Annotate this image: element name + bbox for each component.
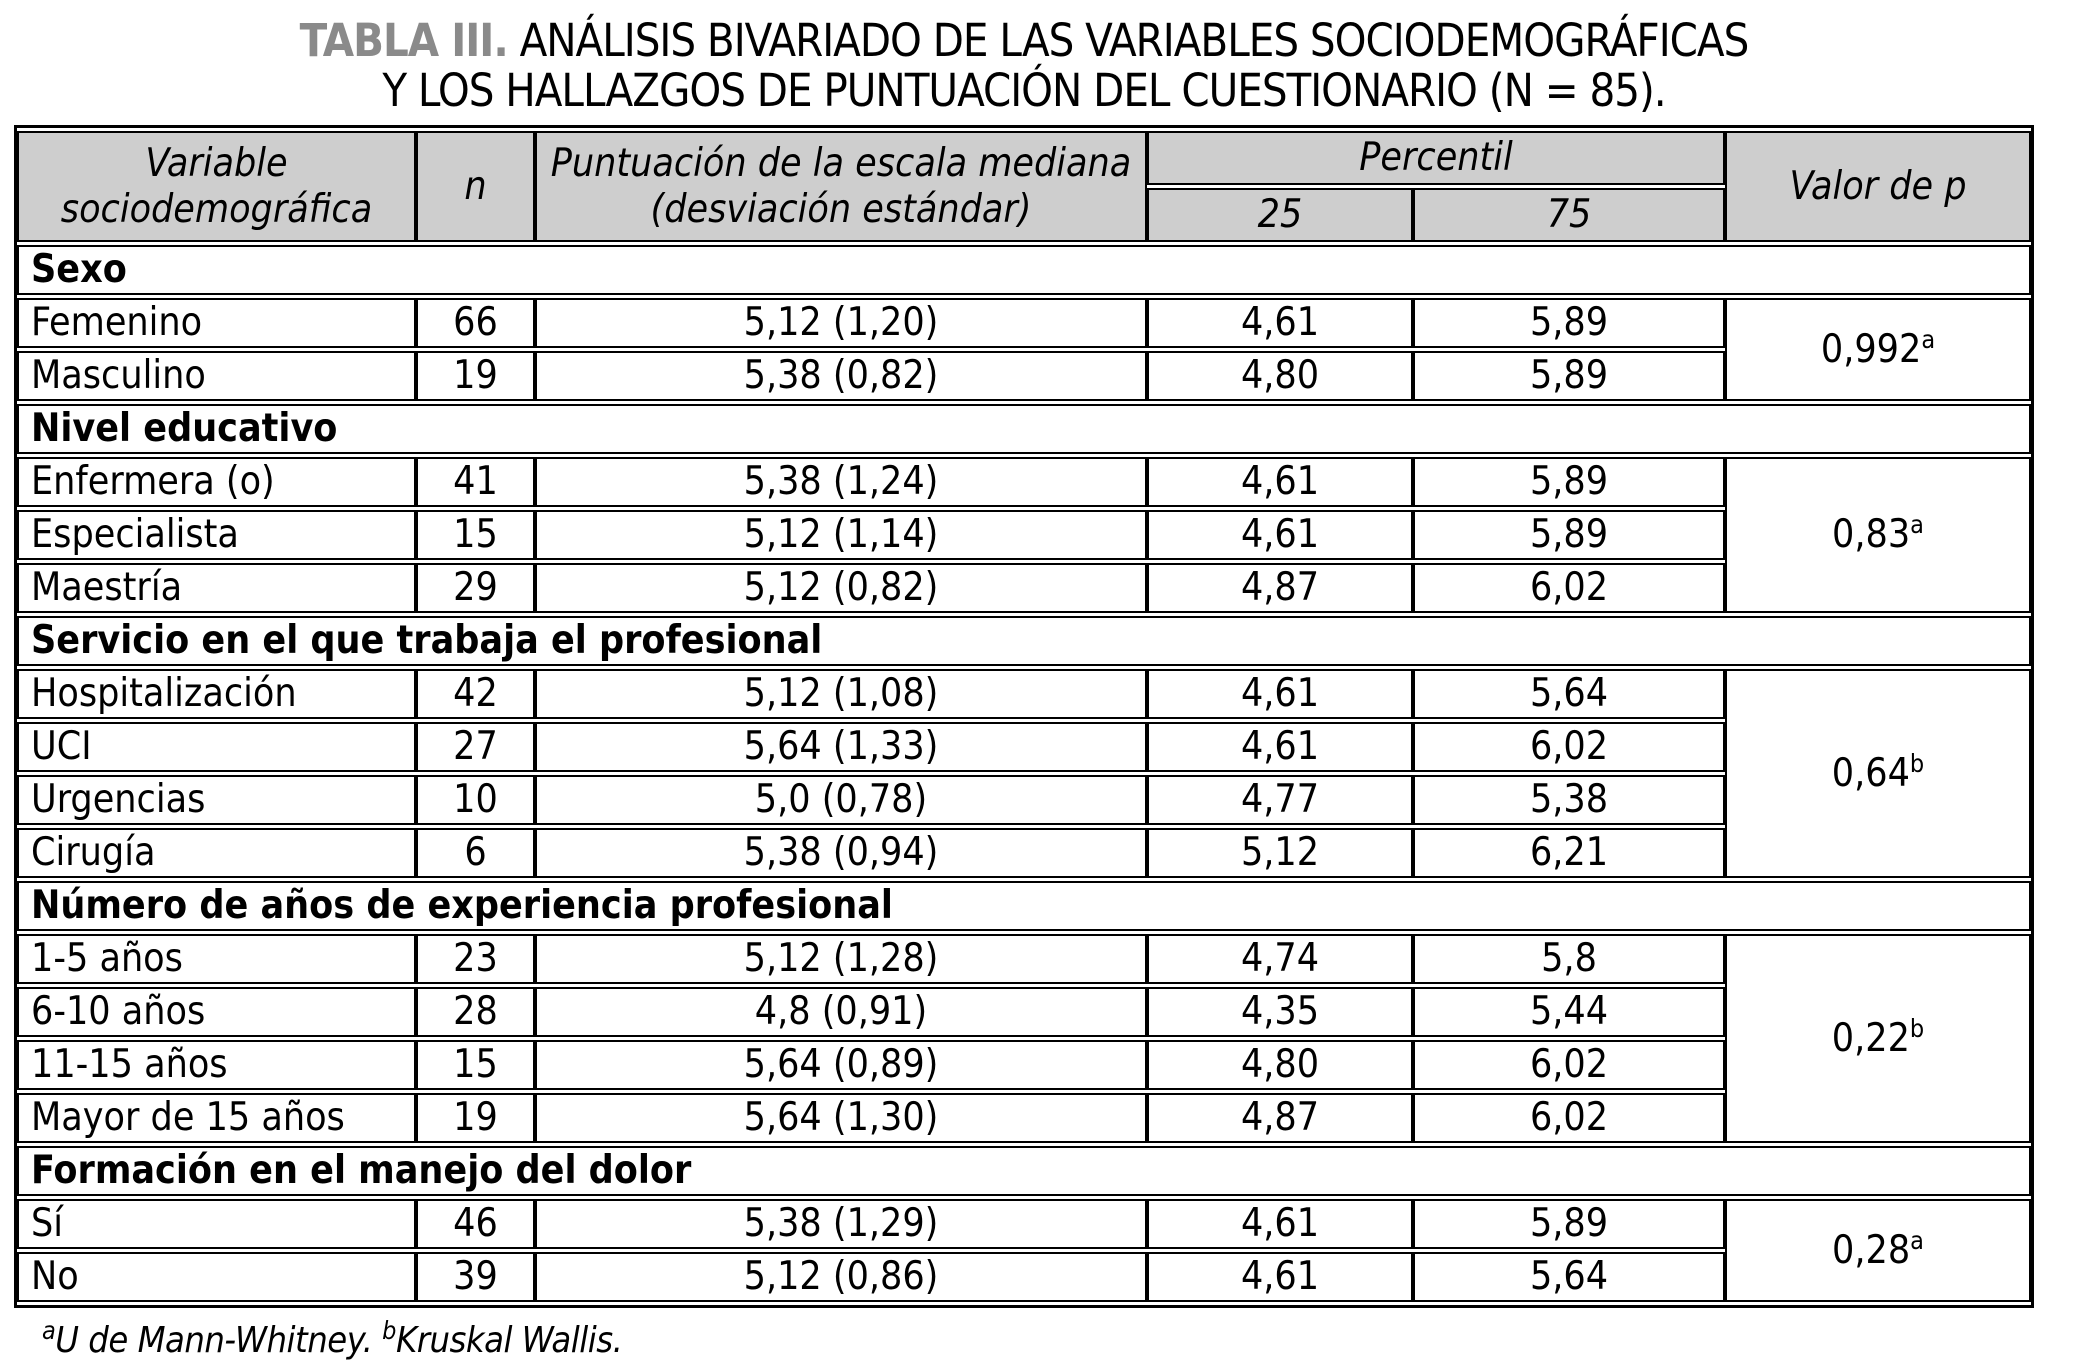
cell-p75: 6,21 [1413,828,1725,878]
header-variable: Variable sociodemográfica [17,131,416,242]
cell-p25: 4,61 [1147,722,1413,772]
cell-p75: 5,8 [1413,934,1725,984]
cell-n: 15 [416,1040,535,1090]
cell-p25: 4,74 [1147,934,1413,984]
cell-n: 19 [416,1093,535,1143]
footnote-text-a: U de Mann-Whitney. [55,1320,373,1361]
cell-p75: 6,02 [1413,722,1725,772]
cell-p75: 6,02 [1413,1093,1725,1143]
cell-variable: Cirugía [17,828,416,878]
table-header [17,131,2031,242]
section-row-servicio [17,616,2031,666]
cell-p25: 4,61 [1147,457,1413,507]
cell-score: 5,12 (1,08) [535,669,1147,719]
section-row-sexo [17,245,2031,295]
pvalue-superscript: b [1909,1013,1925,1043]
cell-p25: 4,80 [1147,1040,1413,1090]
cell-score: 5,38 (0,94) [535,828,1147,878]
cell-variable: 11-15 años [17,1040,416,1090]
cell-p25: 4,87 [1147,1093,1413,1143]
table-footnote [42,1316,2084,1361]
header-pvalue: Valor de p [1725,131,2031,242]
header-row-1 [17,131,2031,185]
cell-p25: 4,61 [1147,510,1413,560]
cell-score: 4,8 (0,91) [535,987,1147,1037]
cell-p25: 4,61 [1147,1252,1413,1302]
pvalue-superscript: a [1910,510,1924,539]
section-title: Servicio en el que trabaja el profesional [17,616,2031,666]
cell-variable: Enfermera (o) [17,457,416,507]
cell-variable: 1-5 años [17,934,416,984]
cell-p75: 5,89 [1413,298,1725,348]
cell-score: 5,38 (1,29) [535,1199,1147,1249]
cell-p75: 5,38 [1413,775,1725,825]
cell-pvalue [1725,934,2031,1143]
cell-p75: 5,44 [1413,987,1725,1037]
cell-variable: No [17,1252,416,1302]
title-text-1: ANÁLISIS BIVARIADO DE LAS VARIABLES SOCIODEMOGRÁFICAS [519,14,1749,67]
cell-n: 42 [416,669,535,719]
section-row-nivel-educativo [17,404,2031,454]
cell-p25: 4,61 [1147,1199,1413,1249]
cell-n: 6 [416,828,535,878]
cell-n: 15 [416,510,535,560]
cell-score: 5,64 (1,30) [535,1093,1147,1143]
cell-p25: 4,61 [1147,298,1413,348]
cell-pvalue [1725,457,2031,613]
cell-n: 10 [416,775,535,825]
bivariate-analysis-table [14,125,2034,1308]
cell-variable: Mayor de 15 años [17,1093,416,1143]
cell-score: 5,12 (0,82) [535,563,1147,613]
cell-p25: 4,77 [1147,775,1413,825]
footnote-mark-b: b [382,1316,396,1345]
pvalue-superscript: b [1909,748,1925,778]
cell-n: 29 [416,563,535,613]
cell-variable: Hospitalización [17,669,416,719]
cell-pvalue [1725,298,2031,401]
cell-score: 5,38 (0,82) [535,351,1147,401]
table-row [17,298,2031,348]
cell-n: 27 [416,722,535,772]
cell-p75: 5,89 [1413,510,1725,560]
cell-p25: 4,80 [1147,351,1413,401]
cell-n: 28 [416,987,535,1037]
cell-n: 41 [416,457,535,507]
header-score: Puntuación de la escala mediana (desviación estándar) [535,131,1147,242]
cell-p25: 5,12 [1147,828,1413,878]
footnote-mark-a: a [42,1316,56,1345]
cell-score: 5,38 (1,24) [535,457,1147,507]
pvalue-text: 0,22 [1831,1015,1910,1061]
table-row [17,1199,2031,1249]
section-title: Número de años de experiencia profesional [17,881,2031,931]
cell-p25: 4,61 [1147,669,1413,719]
cell-p75: 5,89 [1413,457,1725,507]
cell-p25: 4,35 [1147,987,1413,1037]
footnote-text-b: Kruskal Wallis. [395,1320,623,1361]
title-line-2: Y LOS HALLAZGOS DE PUNTUACIÓN DEL CUESTIONARIO (N = 85). [382,64,1666,117]
section-row-formacion [17,1146,2031,1196]
cell-score: 5,12 (1,28) [535,934,1147,984]
cell-pvalue [1725,669,2031,878]
cell-p75: 5,64 [1413,669,1725,719]
table-row [17,934,2031,984]
section-row-experiencia [17,881,2031,931]
cell-variable: Urgencias [17,775,416,825]
cell-n: 23 [416,934,535,984]
cell-score: 5,12 (1,20) [535,298,1147,348]
cell-n: 19 [416,351,535,401]
cell-p75: 6,02 [1413,1040,1725,1090]
section-title: Nivel educativo [17,404,2031,454]
header-n: n [416,131,535,242]
cell-variable: Maestría [17,563,416,613]
section-title: Sexo [17,245,2031,295]
cell-p75: 5,89 [1413,351,1725,401]
cell-pvalue [1725,1199,2031,1302]
header-percentil-75: 75 [1413,188,1725,242]
table-body [17,245,2031,1302]
cell-variable: Femenino [17,298,416,348]
cell-score: 5,12 (1,14) [535,510,1147,560]
cell-variable: Sí [17,1199,416,1249]
cell-p75: 5,64 [1413,1252,1725,1302]
title-line-1 [14,16,2034,66]
pvalue-superscript: a [1921,324,1936,354]
cell-p75: 5,89 [1413,1199,1725,1249]
title-label: TABLA III. [299,14,508,67]
cell-score: 5,12 (0,86) [535,1252,1147,1302]
table-row [17,669,2031,719]
table-row [17,457,2031,507]
pvalue-text: 0,83 [1832,512,1911,557]
pvalue-text: 0,28 [1832,1227,1911,1273]
cell-variable: UCI [17,722,416,772]
cell-score: 5,64 (0,89) [535,1040,1147,1090]
header-percentil-25: 25 [1147,188,1413,242]
cell-variable: Especialista [17,510,416,560]
cell-n: 66 [416,298,535,348]
cell-score: 5,0 (0,78) [535,775,1147,825]
cell-p25: 4,87 [1147,563,1413,613]
cell-n: 39 [416,1252,535,1302]
table-title [14,16,2034,116]
cell-variable: 6-10 años [17,987,416,1037]
section-title: Formación en el manejo del dolor [17,1146,2031,1196]
cell-p75: 6,02 [1413,563,1725,613]
pvalue-text: 0,992 [1820,326,1922,372]
pvalue-text: 0,64 [1831,750,1910,796]
header-percentil: Percentil [1147,131,1725,185]
cell-variable: Masculino [17,351,416,401]
pvalue-superscript: a [1910,1225,1924,1255]
cell-score: 5,64 (1,33) [535,722,1147,772]
cell-n: 46 [416,1199,535,1249]
